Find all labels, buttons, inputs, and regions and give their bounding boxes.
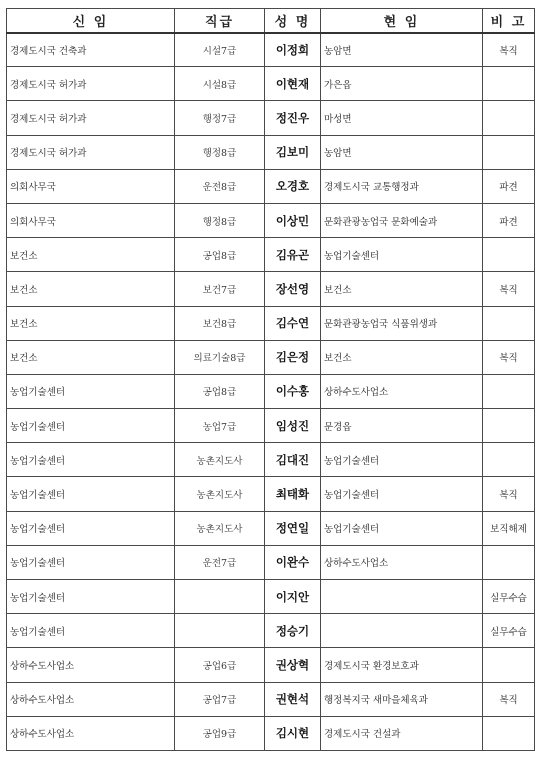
cell-note: 복직 bbox=[483, 33, 535, 67]
cell-grade: 시설8급 bbox=[175, 67, 265, 101]
cell-name: 김대진 bbox=[265, 443, 321, 477]
cell-note bbox=[483, 409, 535, 443]
cell-note bbox=[483, 67, 535, 101]
cell-note: 실무수습 bbox=[483, 614, 535, 648]
cell-name: 이수홍 bbox=[265, 374, 321, 408]
cell-name: 장선영 bbox=[265, 272, 321, 306]
table-row bbox=[7, 374, 535, 408]
cell-grade: 공업6급 bbox=[175, 648, 265, 682]
cell-new-post: 보건소 bbox=[7, 306, 175, 340]
cell-current-post: 경제도시국 교통행정과 bbox=[321, 169, 483, 203]
table-row bbox=[7, 135, 535, 169]
cell-new-post: 의회사무국 bbox=[7, 203, 175, 237]
table-row bbox=[7, 477, 535, 511]
cell-new-post: 농업기술센터 bbox=[7, 443, 175, 477]
cell-grade: 행정7급 bbox=[175, 101, 265, 135]
cell-current-post: 농암면 bbox=[321, 135, 483, 169]
cell-note: 복직 bbox=[483, 340, 535, 374]
header-grade: 직급 bbox=[175, 9, 265, 33]
cell-note bbox=[483, 716, 535, 750]
cell-new-post: 보건소 bbox=[7, 340, 175, 374]
cell-current-post: 마성면 bbox=[321, 101, 483, 135]
cell-grade: 농업7급 bbox=[175, 409, 265, 443]
cell-note: 파견 bbox=[483, 169, 535, 203]
cell-grade: 농촌지도사 bbox=[175, 477, 265, 511]
table-row bbox=[7, 682, 535, 716]
header-name: 성 명 bbox=[265, 9, 321, 33]
cell-grade: 의료기술8급 bbox=[175, 340, 265, 374]
header-current-post: 현 임 bbox=[321, 9, 483, 33]
cell-name: 임성진 bbox=[265, 409, 321, 443]
table-row bbox=[7, 716, 535, 750]
cell-grade: 공업8급 bbox=[175, 374, 265, 408]
cell-current-post: 상하수도사업소 bbox=[321, 545, 483, 579]
cell-note: 복직 bbox=[483, 682, 535, 716]
cell-note bbox=[483, 306, 535, 340]
table-row bbox=[7, 545, 535, 579]
cell-grade: 공업9급 bbox=[175, 716, 265, 750]
cell-name: 권현석 bbox=[265, 682, 321, 716]
cell-new-post: 농업기술센터 bbox=[7, 614, 175, 648]
cell-note bbox=[483, 648, 535, 682]
cell-current-post: 농암면 bbox=[321, 33, 483, 67]
cell-note: 복직 bbox=[483, 477, 535, 511]
cell-name: 이상민 bbox=[265, 203, 321, 237]
table-row bbox=[7, 272, 535, 306]
cell-current-post: 가은읍 bbox=[321, 67, 483, 101]
cell-new-post: 경제도시국 허가과 bbox=[7, 135, 175, 169]
cell-name: 최태화 bbox=[265, 477, 321, 511]
cell-name: 이현재 bbox=[265, 67, 321, 101]
table-row bbox=[7, 614, 535, 648]
cell-grade: 운전7급 bbox=[175, 545, 265, 579]
cell-name: 정연일 bbox=[265, 511, 321, 545]
cell-note: 복직 bbox=[483, 272, 535, 306]
cell-note bbox=[483, 135, 535, 169]
table-header-row bbox=[7, 9, 535, 33]
cell-grade: 보건7급 bbox=[175, 272, 265, 306]
cell-grade: 행정8급 bbox=[175, 135, 265, 169]
table-row bbox=[7, 409, 535, 443]
cell-current-post: 문화관광농업국 문화예술과 bbox=[321, 203, 483, 237]
cell-grade: 운전8급 bbox=[175, 169, 265, 203]
cell-current-post: 문경읍 bbox=[321, 409, 483, 443]
table-row bbox=[7, 648, 535, 682]
cell-note bbox=[483, 101, 535, 135]
cell-grade: 공업7급 bbox=[175, 682, 265, 716]
cell-name: 이완수 bbox=[265, 545, 321, 579]
cell-current-post: 농업기술센터 bbox=[321, 477, 483, 511]
cell-current-post bbox=[321, 580, 483, 614]
cell-name: 김은정 bbox=[265, 340, 321, 374]
cell-current-post: 보건소 bbox=[321, 272, 483, 306]
cell-current-post: 행정복지국 새마을체육과 bbox=[321, 682, 483, 716]
cell-new-post: 농업기술센터 bbox=[7, 409, 175, 443]
cell-grade: 보건8급 bbox=[175, 306, 265, 340]
cell-new-post: 농업기술센터 bbox=[7, 511, 175, 545]
personnel-table bbox=[6, 8, 535, 751]
cell-current-post: 보건소 bbox=[321, 340, 483, 374]
cell-current-post: 문화관광농업국 식품위생과 bbox=[321, 306, 483, 340]
cell-new-post: 상하수도사업소 bbox=[7, 682, 175, 716]
table-row bbox=[7, 101, 535, 135]
cell-new-post: 의회사무국 bbox=[7, 169, 175, 203]
cell-current-post: 경제도시국 건설과 bbox=[321, 716, 483, 750]
cell-name: 오경호 bbox=[265, 169, 321, 203]
cell-note bbox=[483, 545, 535, 579]
table-row bbox=[7, 33, 535, 67]
cell-new-post: 농업기술센터 bbox=[7, 580, 175, 614]
table-row bbox=[7, 306, 535, 340]
cell-grade: 시설7급 bbox=[175, 33, 265, 67]
cell-grade: 공업8급 bbox=[175, 238, 265, 272]
cell-current-post: 경제도시국 환경보호과 bbox=[321, 648, 483, 682]
cell-current-post: 농업기술센터 bbox=[321, 511, 483, 545]
header-new-post: 신 임 bbox=[7, 9, 175, 33]
cell-new-post: 경제도시국 건축과 bbox=[7, 33, 175, 67]
cell-grade bbox=[175, 580, 265, 614]
cell-new-post: 보건소 bbox=[7, 272, 175, 306]
cell-name: 김시현 bbox=[265, 716, 321, 750]
cell-name: 정승기 bbox=[265, 614, 321, 648]
cell-note: 보직해제 bbox=[483, 511, 535, 545]
table-row bbox=[7, 580, 535, 614]
cell-note bbox=[483, 443, 535, 477]
cell-current-post: 농업기술센터 bbox=[321, 238, 483, 272]
cell-new-post: 경제도시국 허가과 bbox=[7, 101, 175, 135]
cell-name: 이지안 bbox=[265, 580, 321, 614]
cell-note bbox=[483, 374, 535, 408]
table-row bbox=[7, 340, 535, 374]
header-note: 비 고 bbox=[483, 9, 535, 33]
cell-grade bbox=[175, 614, 265, 648]
table-row bbox=[7, 203, 535, 237]
cell-name: 김유곤 bbox=[265, 238, 321, 272]
cell-new-post: 농업기술센터 bbox=[7, 374, 175, 408]
cell-name: 정진우 bbox=[265, 101, 321, 135]
cell-name: 김보미 bbox=[265, 135, 321, 169]
cell-note: 실무수습 bbox=[483, 580, 535, 614]
cell-name: 이정희 bbox=[265, 33, 321, 67]
cell-name: 김수연 bbox=[265, 306, 321, 340]
cell-new-post: 농업기술센터 bbox=[7, 477, 175, 511]
cell-note: 파견 bbox=[483, 203, 535, 237]
cell-new-post: 상하수도사업소 bbox=[7, 648, 175, 682]
table-row bbox=[7, 238, 535, 272]
cell-grade: 행정8급 bbox=[175, 203, 265, 237]
cell-new-post: 상하수도사업소 bbox=[7, 716, 175, 750]
cell-current-post: 농업기술센터 bbox=[321, 443, 483, 477]
cell-grade: 농촌지도사 bbox=[175, 443, 265, 477]
cell-grade: 농촌지도사 bbox=[175, 511, 265, 545]
cell-new-post: 농업기술센터 bbox=[7, 545, 175, 579]
cell-current-post bbox=[321, 614, 483, 648]
cell-name: 권상혁 bbox=[265, 648, 321, 682]
table-row bbox=[7, 443, 535, 477]
table-row bbox=[7, 169, 535, 203]
cell-current-post: 상하수도사업소 bbox=[321, 374, 483, 408]
table-row bbox=[7, 511, 535, 545]
table-row bbox=[7, 67, 535, 101]
cell-new-post: 경제도시국 허가과 bbox=[7, 67, 175, 101]
cell-note bbox=[483, 238, 535, 272]
cell-new-post: 보건소 bbox=[7, 238, 175, 272]
